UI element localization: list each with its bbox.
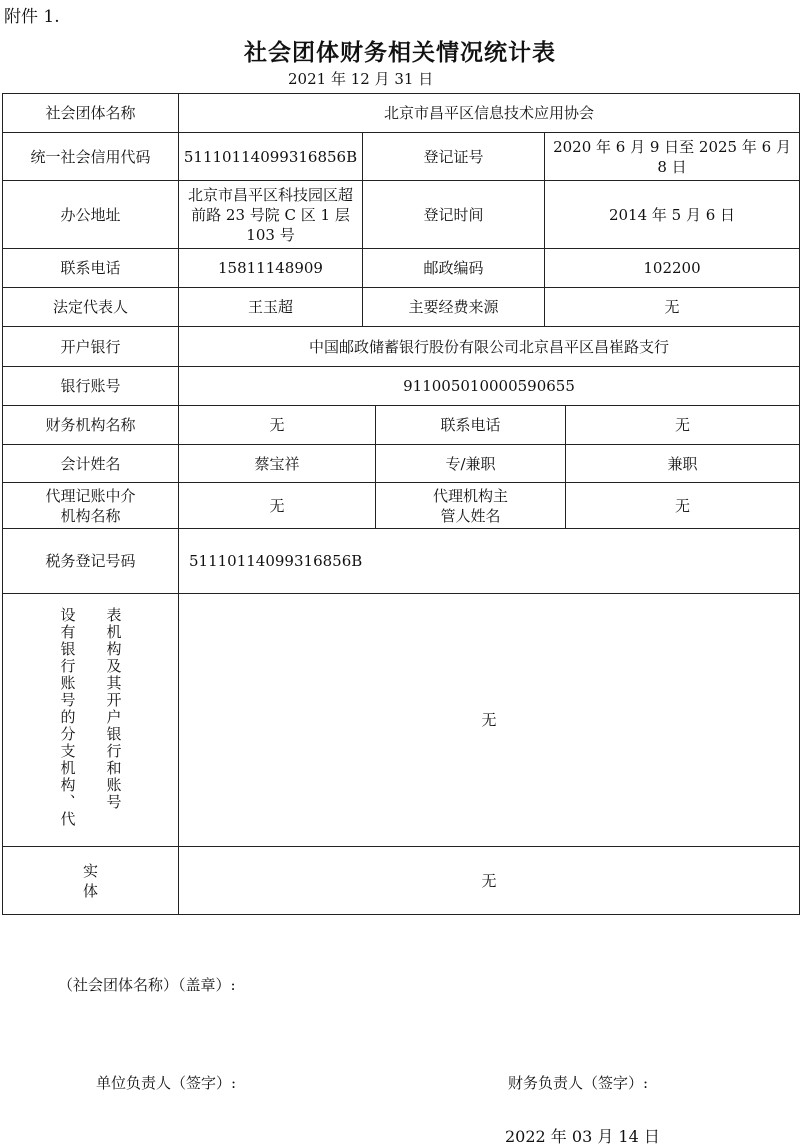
table-row [3,406,800,445]
bank-value: 中国邮政储蓄银行股份有限公司北京昌平区昌崔路支行 [179,327,800,367]
cell-label: 银行账号 [3,367,179,406]
cell-label: 财务机构名称 [3,406,179,445]
sign-date: 2022 年 03 月 14 日 [505,1127,660,1146]
agent-value: 无 [179,483,376,529]
address-value: 北京市昌平区科技园区超前路 23 号院 C 区 1 层 103 号 [179,181,363,249]
cell-label: 统一社会信用代码 [3,133,179,181]
table-row [3,249,800,288]
funding-value: 无 [545,288,800,327]
reg-cert-value: 2020 年 6 月 9 日至 2025 年 6 月 8 日 [545,133,800,181]
postal-value: 102200 [545,249,800,288]
cell-label: 联系电话 [376,406,566,445]
account-value: 911005010000590655 [179,367,800,406]
table-row [3,847,800,915]
cell-label: 登记证号 [363,133,545,181]
table-row [3,483,800,529]
table-row [3,367,800,406]
employment-value: 兼职 [566,445,800,483]
tax-value: 51110114099316856B [179,529,800,594]
table-row [3,529,800,594]
table-row [3,594,800,847]
financial-statistics-table [2,93,800,915]
table-row [3,94,800,133]
cell-label: 主要经费来源 [363,288,545,327]
table-row [3,445,800,483]
credit-code-value: 51110114099316856B [179,133,363,181]
table-row [3,288,800,327]
unit-head-signature-label: 单位负责人（签字）: [96,1074,237,1092]
cell-label: 会计姓名 [3,445,179,483]
report-date: 2021 年 12 月 31 日 [288,70,434,88]
reg-time-value: 2014 年 5 月 6 日 [545,181,800,249]
cell-label: 联系电话 [3,249,179,288]
agent-head-value: 无 [566,483,800,529]
page-title: 社会团体财务相关情况统计表 [244,39,556,66]
branch-label-cell [3,594,179,847]
org-name-value: 北京市昌平区信息技术应用协会 [179,94,800,133]
cell-label: 办公地址 [3,181,179,249]
phone-value: 15811148909 [179,249,363,288]
cell-label: 社会团体名称 [3,94,179,133]
cell-label: 开户银行 [3,327,179,367]
table-row [3,181,800,249]
accountant-value: 蔡宝祥 [179,445,376,483]
fin-phone-value: 无 [566,406,800,445]
cell-label: 代理记账中介机构名称 [3,483,179,529]
cell-label: 代理机构主管人姓名 [376,483,566,529]
fin-org-value: 无 [179,406,376,445]
cell-label: 法定代表人 [3,288,179,327]
cell-label: 专/兼职 [376,445,566,483]
entity-value: 无 [179,847,800,915]
entity-label: 实体 [3,847,179,915]
rep-value: 王玉超 [179,288,363,327]
cell-label: 登记时间 [363,181,545,249]
branch-value: 无 [179,594,800,847]
branch-label-col2: 表机构及其开户银行和账号 [104,607,123,811]
seal-label: （社会团体名称）（盖章）: [58,976,236,994]
branch-label-col1: 设有银行账号的分支机构、代 [58,607,77,828]
cell-label: 邮政编码 [363,249,545,288]
finance-head-signature-label: 财务负责人（签字）: [508,1074,649,1092]
table-row [3,133,800,181]
attachment-label: 附件 1. [4,7,60,27]
table-row [3,327,800,367]
cell-label: 税务登记号码 [3,529,179,594]
